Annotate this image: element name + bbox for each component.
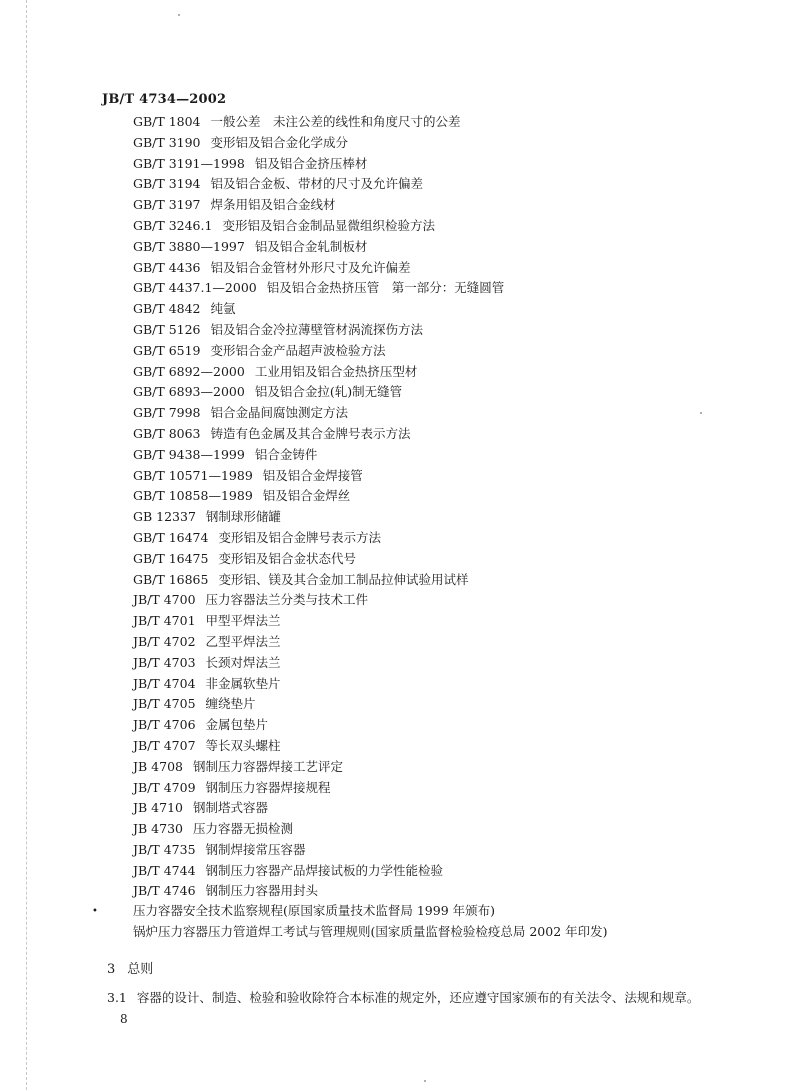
- reference-code: JB/T 4707: [133, 737, 196, 753]
- reference-item: [133, 320, 773, 341]
- page-number: 8: [120, 1012, 128, 1026]
- reference-code: GB/T 3194: [133, 176, 201, 192]
- reference-item: [133, 611, 773, 632]
- reference-code: JB/T 4709: [133, 779, 196, 795]
- reference-code: GB/T 6519: [133, 342, 201, 358]
- reference-item: [133, 112, 773, 133]
- reference-title: 非金属软垫片: [205, 675, 281, 691]
- reference-code: JB 4708: [133, 758, 183, 774]
- reference-title: 变形铝、镁及其合金加工制品拉伸试验用试样: [218, 571, 469, 587]
- reference-title: 钢制焊接常压容器: [205, 841, 306, 857]
- reference-code: JB/T 4744: [133, 862, 196, 878]
- reference-item: [133, 528, 773, 549]
- reference-code: JB/T 4706: [133, 717, 196, 733]
- reference-code: GB/T 3197: [133, 197, 201, 213]
- reference-item: [133, 798, 773, 819]
- reference-item: [133, 216, 773, 237]
- reference-code: GB/T 3246.1: [133, 217, 213, 233]
- bullet-mark: •: [92, 906, 98, 917]
- reference-title: 钢制塔式容器: [192, 800, 268, 816]
- reference-title: 钢制球形储罐: [205, 509, 281, 525]
- reference-item: [133, 715, 773, 736]
- reference-item: [133, 819, 773, 840]
- reference-code: GB/T 10571—1989: [133, 467, 253, 483]
- reference-item: [133, 778, 773, 799]
- reference-title: 铝及铝合金拉(轧)制无缝管: [254, 384, 403, 400]
- reference-title: 乙型平焊法兰: [205, 633, 281, 649]
- reference-code: JB 4710: [133, 800, 183, 816]
- reference-title: 工业用铝及铝合金热挤压型材: [254, 363, 418, 379]
- clause-3-1: [107, 988, 699, 1006]
- regulation-item: 锅炉压力容器压力管道焊工考试与管理规则(国家质量监督检验检疫总局 2002 年印发): [133, 924, 608, 939]
- reference-code: GB 12337: [133, 509, 196, 525]
- reference-item: [133, 507, 773, 528]
- reference-code: JB/T 4704: [133, 675, 196, 691]
- reference-title: 钢制压力容器用封头: [205, 883, 319, 899]
- reference-title: 钢制压力容器产品焊接试板的力学性能检验: [205, 862, 444, 878]
- reference-code: JB/T 4705: [133, 696, 196, 712]
- reference-title: 钢制压力容器焊接规程: [205, 779, 331, 795]
- reference-item: [133, 466, 773, 487]
- reference-code: GB/T 1804: [133, 114, 201, 129]
- reference-item: [133, 195, 773, 216]
- reference-item: [133, 154, 773, 175]
- reference-title: 铝及铝合金轧制板材: [254, 238, 368, 254]
- reference-item: [133, 133, 773, 154]
- reference-title: 长颈对焊法兰: [205, 654, 281, 670]
- reference-title: 铝及铝合金冷拉薄壁管材涡流探伤方法: [210, 321, 424, 337]
- reference-item: [133, 299, 773, 320]
- reference-title: 一般公差 未注公差的线性和角度尺寸的公差: [210, 114, 461, 129]
- reference-code: JB/T 4700: [133, 592, 196, 608]
- reference-title: 金属包垫片: [205, 717, 269, 733]
- reference-title: 变形铝合金产品超声波检验方法: [210, 342, 386, 358]
- reference-title: 变形铝及铝合金制品显微组织检验方法: [222, 217, 435, 233]
- reference-title: 压力容器无损检测: [192, 821, 293, 837]
- standard-code-header: JB/T 4734—2002: [102, 92, 227, 107]
- section-title: 总则: [127, 962, 154, 977]
- reference-item: [133, 403, 773, 424]
- reference-code: GB/T 5126: [133, 321, 201, 337]
- scan-speck: [178, 14, 180, 16]
- reference-item: [133, 445, 773, 466]
- section-heading: [107, 958, 153, 977]
- reference-item: [133, 486, 773, 507]
- reference-code: JB/T 4746: [133, 883, 196, 899]
- regulations-list: [133, 900, 773, 942]
- reference-code: JB/T 4703: [133, 654, 196, 670]
- regulation-item: 压力容器安全技术监察规程(原国家质量技术监督局 1999 年颁布): [133, 903, 496, 918]
- reference-title: 铝合金铸件: [254, 446, 318, 462]
- reference-title: 钢制压力容器焊接工艺评定: [192, 758, 343, 774]
- reference-item: [133, 549, 773, 570]
- reference-title: 铝及铝合金热挤压管 第一部分：无缝圆管: [266, 280, 505, 296]
- reference-title: 铸造有色金属及其合金牌号表示方法: [210, 425, 411, 441]
- normative-references-list: [133, 112, 773, 902]
- section-number: 3: [107, 962, 116, 977]
- reference-code: GB/T 7998: [133, 405, 201, 421]
- reference-item: [133, 278, 773, 299]
- reference-item: [133, 757, 773, 778]
- reference-code: JB/T 4702: [133, 633, 196, 649]
- reference-code: GB/T 4437.1—2000: [133, 280, 257, 296]
- reference-code: GB/T 16474: [133, 529, 209, 545]
- reference-code: GB/T 3190: [133, 134, 201, 150]
- reference-code: GB/T 3191—1998: [133, 155, 245, 171]
- reference-code: GB/T 4842: [133, 301, 201, 317]
- reference-item: [133, 674, 773, 695]
- reference-title: 纯氩: [210, 301, 236, 317]
- reference-title: 压力容器法兰分类与技术工件: [205, 592, 369, 608]
- reference-title: 铝合金晶间腐蚀测定方法: [210, 405, 349, 421]
- reference-item: [133, 736, 773, 757]
- reference-title: 等长双头螺柱: [205, 737, 281, 753]
- reference-item: [133, 382, 773, 403]
- reference-item: [133, 570, 773, 591]
- reference-code: GB/T 6893—2000: [133, 384, 245, 400]
- reference-item: [133, 341, 773, 362]
- reference-item: [133, 362, 773, 383]
- reference-title: 铝及铝合金焊丝: [262, 488, 351, 504]
- reference-code: GB/T 4436: [133, 259, 201, 275]
- scan-speck: [424, 1080, 426, 1082]
- reference-title: 变形铝及铝合金牌号表示方法: [218, 529, 381, 545]
- clause-number: 3.1: [107, 990, 127, 1005]
- reference-item: [133, 424, 773, 445]
- reference-item: [133, 174, 773, 195]
- reference-item: [133, 632, 773, 653]
- reference-title: 铝及铝合金挤压棒材: [254, 155, 368, 171]
- reference-title: 缠绕垫片: [205, 696, 256, 712]
- reference-code: GB/T 16865: [133, 571, 209, 587]
- reference-code: JB/T 4735: [133, 841, 196, 857]
- reference-code: GB/T 10858—1989: [133, 488, 253, 504]
- reference-title: 铝及铝合金管材外形尺寸及允许偏差: [210, 259, 411, 275]
- reference-item: [133, 694, 773, 715]
- reference-item: [133, 237, 773, 258]
- reference-title: 铝及铝合金焊接管: [262, 467, 363, 483]
- reference-code: GB/T 8063: [133, 425, 201, 441]
- reference-item: [133, 653, 773, 674]
- reference-item: [133, 840, 773, 861]
- reference-title: 焊条用铝及铝合金线材: [210, 197, 336, 213]
- reference-item: [133, 258, 773, 279]
- reference-code: GB/T 9438—1999: [133, 446, 245, 462]
- reference-title: 铝及铝合金板、带材的尺寸及允许偏差: [210, 176, 424, 192]
- reference-code: JB/T 4701: [133, 613, 196, 629]
- reference-code: GB/T 3880—1997: [133, 238, 245, 254]
- clause-text: 容器的设计、制造、检验和验收除符合本标准的规定外，还应遵守国家颁布的有关法令、法规和规章。: [136, 990, 700, 1005]
- reference-code: JB 4730: [133, 821, 183, 837]
- reference-title: 变形铝及铝合金化学成分: [210, 134, 349, 150]
- reference-title: 变形铝及铝合金状态代号: [218, 550, 356, 566]
- reference-title: 甲型平焊法兰: [205, 613, 281, 629]
- reference-code: GB/T 6892—2000: [133, 363, 245, 379]
- binding-margin-line: [26, 0, 27, 1090]
- reference-code: GB/T 16475: [133, 550, 209, 566]
- reference-item: [133, 590, 773, 611]
- reference-item: [133, 861, 773, 882]
